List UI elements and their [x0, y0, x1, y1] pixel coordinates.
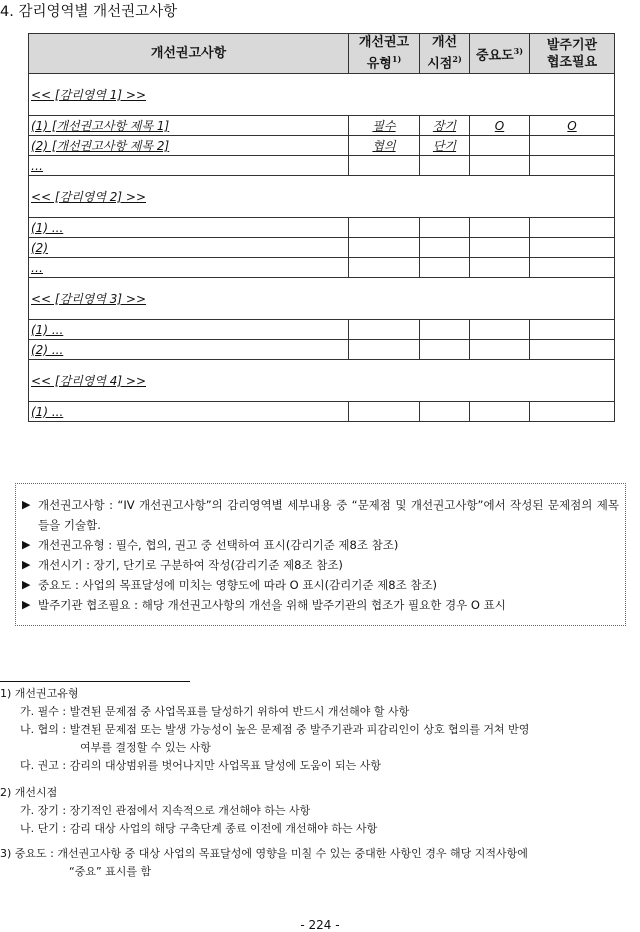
row-item: (1) ...	[29, 320, 349, 340]
table-row	[29, 156, 615, 176]
row-coop	[530, 402, 615, 422]
row-timing	[420, 156, 470, 176]
area-row	[29, 176, 615, 218]
header-importance: 중요도$^{3)}$	[470, 34, 530, 74]
note-item: ▶ 중요도 : 사업의 목표달성에 미치는 영향도에 따라 O 표시(감리기준 제8조 참조)	[22, 575, 619, 595]
row-importance	[470, 258, 530, 278]
row-coop	[530, 156, 615, 176]
area-label: << [감리영역 3] >>	[29, 278, 615, 320]
recommendation-table	[28, 33, 615, 422]
footnote-2: 2) 개선시점 가. 장기 : 장기적인 관점에서 지속적으로 개선해야 하는 사항 나. 단기 : 감리 대상 사업의 해당 구축단계 종료 이전에 개선해야 하는 사항	[0, 786, 378, 835]
row-importance	[470, 320, 530, 340]
table-row	[29, 238, 615, 258]
row-timing	[420, 238, 470, 258]
row-type	[349, 402, 420, 422]
row-type	[349, 218, 420, 238]
row-item: (1) ...	[29, 402, 349, 422]
row-timing	[420, 320, 470, 340]
row-importance	[470, 156, 530, 176]
row-type	[349, 340, 420, 360]
note-item: ▶ 개선시기 : 장기, 단기로 구분하여 작성(감리기준 제8조 참조)	[22, 555, 619, 575]
row-item: (1) ...	[29, 218, 349, 238]
area-label: << [감리영역 2] >>	[29, 176, 615, 218]
header-coop: 발주기관 협조필요	[530, 34, 615, 74]
section-title: 4. 감리영역별 개선권고사항	[0, 4, 178, 20]
row-coop	[530, 238, 615, 258]
row-timing: 단기	[420, 136, 470, 156]
row-type	[349, 320, 420, 340]
table-row	[29, 258, 615, 278]
row-importance: O	[470, 116, 530, 136]
table-row	[29, 136, 615, 156]
note-item: ▶ 개선권고유형 : 필수, 협의, 권고 중 선택하여 표시(감리기준 제8조 참조)	[22, 535, 619, 555]
table-row	[29, 218, 615, 238]
row-item: (1) [개선권고사항 제목 1]	[29, 116, 349, 136]
row-importance	[470, 238, 530, 258]
bullet-icon: ▶	[22, 538, 31, 551]
row-importance	[470, 402, 530, 422]
table-row	[29, 116, 615, 136]
row-coop	[530, 340, 615, 360]
row-type: 협의	[349, 136, 420, 156]
footnote-1: 1) 개선권고유형 가. 필수 : 발견된 문제점 중 사업목표를 달성하기 위하여 반드시 개선해야 할 사항 나. 협의 : 발견된 문제점 또는 발생 가능성이 높은 문제점 중 발주기관과 피감리인이 상호 협의를 거쳐 반영 여부를 결정할 수 있는 사항 다. 권고 : 감리의 대상범위를 벗어나지만 사업목표 달성에 도움이 되는 사항	[0, 687, 530, 772]
row-importance	[470, 340, 530, 360]
header-type: 개선권고 유형$^{1)}$	[349, 34, 420, 74]
row-item: …	[29, 156, 349, 176]
row-coop	[530, 258, 615, 278]
notes-box	[15, 483, 626, 626]
row-item: (2)	[29, 238, 349, 258]
row-importance	[470, 136, 530, 156]
area-row	[29, 278, 615, 320]
row-item: (2) ...	[29, 340, 349, 360]
row-coop	[530, 136, 615, 156]
row-item: …	[29, 258, 349, 278]
header-item: 개선권고사항	[29, 34, 349, 74]
row-timing	[420, 340, 470, 360]
page-number: - 224 -	[300, 918, 340, 932]
row-type	[349, 238, 420, 258]
row-type	[349, 258, 420, 278]
note-item: ▶ 발주기관 협조필요 : 해당 개선권고사항의 개선을 위해 발주기관의 협조가 필요한 경우 O 표시	[22, 595, 619, 615]
row-coop	[530, 218, 615, 238]
bullet-icon: ▶	[22, 598, 31, 611]
row-coop	[530, 320, 615, 340]
area-row	[29, 74, 615, 116]
row-timing	[420, 402, 470, 422]
row-type: 필수	[349, 116, 420, 136]
area-label: << [감리영역 4] >>	[29, 360, 615, 402]
area-row	[29, 360, 615, 402]
bullet-icon: ▶	[22, 578, 31, 591]
note-item: ▶ 개선권고사항 : “IV 개선권고사항”의 감리영역별 세부내용 중 “문제점 및 개선권고사항”에서 작성된 문제점의 제목들을 기술함.	[22, 495, 619, 535]
footnote-divider	[0, 681, 190, 682]
header-timing: 개선 시점$^{2)}$	[420, 34, 470, 74]
row-item: (2) [개선권고사항 제목 2]	[29, 136, 349, 156]
footnote-3: 3) 중요도 : 개선권고사항 중 대상 사업의 목표달성에 영향을 미칠 수 있는 중대한 사항인 경우 해당 지적사항에 “중요” 표시를 함	[0, 847, 528, 878]
row-importance	[470, 218, 530, 238]
bullet-icon: ▶	[22, 558, 31, 571]
row-coop: O	[530, 116, 615, 136]
table-header	[29, 34, 615, 74]
table-row	[29, 320, 615, 340]
row-timing: 장기	[420, 116, 470, 136]
table-row	[29, 340, 615, 360]
row-timing	[420, 258, 470, 278]
row-timing	[420, 218, 470, 238]
bullet-icon: ▶	[22, 498, 31, 511]
table-row	[29, 402, 615, 422]
row-type	[349, 156, 420, 176]
area-label: << [감리영역 1] >>	[29, 74, 615, 116]
